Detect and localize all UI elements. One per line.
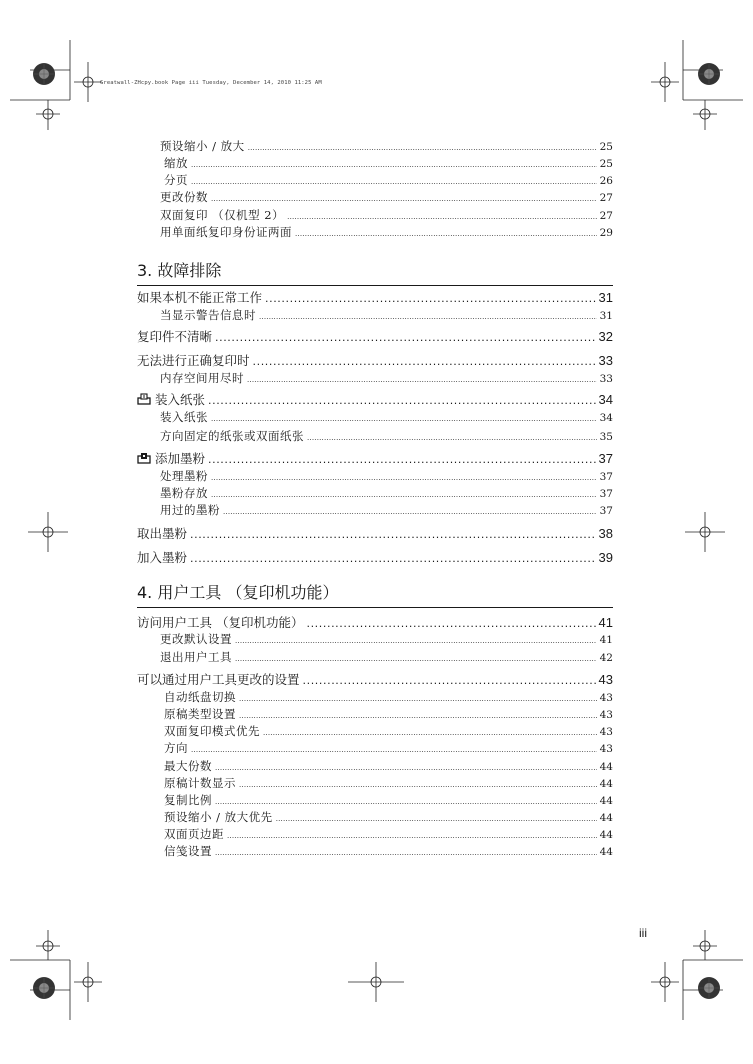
toc-entry[interactable]: 复制比例 ..... 44 — [164, 792, 613, 808]
toc-entry[interactable]: 自动纸盘切换 ..... 43 — [164, 689, 613, 705]
print-header: Greatwall-ZHcpy.book Page iii Tuesday, December 14, 2010 11:25 AM — [100, 80, 322, 86]
toc-entry[interactable]: 方向固定的纸张或双面纸张 ..... 35 — [160, 428, 613, 444]
toc-entry[interactable]: 内存空间用尽时 ..... 33 — [160, 370, 613, 386]
chapter-title[interactable]: 3. 故障排除 — [137, 258, 613, 286]
toc-main-entry[interactable]: 装入纸张 ..... 34 — [137, 390, 613, 408]
toc-main-entry[interactable]: 取出墨粉 ..... 38 — [137, 524, 613, 542]
toc-main-entry[interactable]: 复印件不清晰 ..... 32 — [137, 327, 613, 345]
toc-main-entry[interactable]: 如果本机不能正常工作 ..... 31 — [137, 288, 613, 306]
toc-entry[interactable]: 双面复印模式优先 ..... 43 — [164, 723, 613, 739]
toc-entry[interactable]: 方向 ..... 43 — [164, 740, 613, 756]
toc-main-entry[interactable]: 访问用户工具 （复印机功能） ..... 41 — [137, 613, 613, 631]
toc-entry[interactable]: 原稿类型设置 ..... 43 — [164, 706, 613, 722]
toc-entry[interactable]: 双面页边距 ..... 44 — [164, 826, 613, 842]
toc-entry[interactable]: 用单面纸复印身份证两面 ..... 29 — [160, 224, 613, 240]
toc-entry[interactable]: 最大份数 ..... 44 — [164, 758, 613, 774]
toner-icon — [137, 452, 151, 464]
toc-entry[interactable]: 墨粉存放 ..... 37 — [160, 485, 613, 501]
toc-main-entry[interactable]: 添加墨粉 ..... 37 — [137, 449, 613, 467]
paper-tray-icon — [137, 393, 151, 405]
toc-entry[interactable]: 预设缩小 / 放大 ..... 25 — [160, 138, 613, 154]
toc-main-entry[interactable]: 无法进行正确复印时 ..... 33 — [137, 351, 613, 369]
toc-entry[interactable]: 更改份数 ..... 27 — [160, 189, 613, 205]
toc-entry[interactable]: 原稿计数显示 ..... 44 — [164, 775, 613, 791]
toc-entry[interactable]: 更改默认设置 ..... 41 — [160, 631, 613, 647]
toc-entry[interactable]: 用过的墨粉 ..... 37 — [160, 502, 613, 518]
toc-main-entry[interactable]: 加入墨粉 ..... 39 — [137, 548, 613, 566]
toc-entry[interactable]: 退出用户工具 ..... 42 — [160, 649, 613, 665]
toc-entry[interactable]: 装入纸张 ..... 34 — [160, 409, 613, 425]
chapter-title[interactable]: 4. 用户工具 （复印机功能） — [137, 580, 613, 608]
toc-entry[interactable]: 处理墨粉 ..... 37 — [160, 468, 613, 484]
toc-entry[interactable]: 双面复印 （仅机型 2） ..... 27 — [160, 207, 613, 223]
toc-entry[interactable]: 当显示警告信息时 ..... 31 — [160, 307, 613, 323]
toc-main-entry[interactable]: 可以通过用户工具更改的设置 ..... 43 — [137, 670, 613, 688]
toc-entry[interactable]: 信笺设置 ..... 44 — [164, 843, 613, 859]
toc-entry[interactable]: 预设缩小 / 放大优先 ..... 44 — [164, 809, 613, 825]
page-number: iii — [639, 926, 647, 940]
toc-entry[interactable]: 缩放 ..... 25 — [164, 155, 613, 171]
toc-entry[interactable]: 分页 ..... 26 — [164, 172, 613, 188]
